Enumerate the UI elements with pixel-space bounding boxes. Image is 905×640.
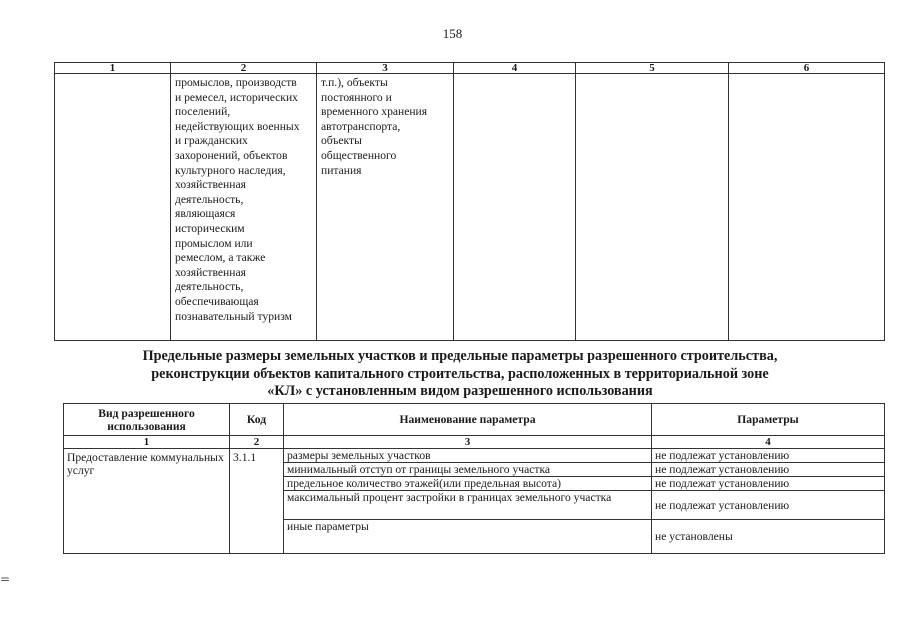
cell-col3: т.п.), объекты постоянного и временного хранения автотранспорта, объекты общественного питания (317, 74, 454, 341)
title-line: «КЛ» с установленным видом разрешенного использования (267, 383, 653, 399)
use-type-cell: Предоставление коммунальных услуг (64, 449, 230, 554)
column-number: 2 (171, 63, 317, 74)
cell-col4 (454, 74, 576, 341)
header-params: Параметры (652, 404, 885, 436)
cell-col5 (576, 74, 729, 341)
header-code: Код (230, 404, 284, 436)
param-value-cell: не подлежат установлению (652, 449, 885, 463)
param-name-cell: минимальный отступ от границы земельного участка (284, 463, 652, 477)
param-value-cell: не подлежат установлению (652, 491, 885, 520)
column-number-row (55, 63, 885, 74)
param-value-cell: не подлежат установлению (652, 463, 885, 477)
column-number: 4 (652, 436, 885, 449)
column-number: 2 (230, 436, 284, 449)
column-number: 3 (284, 436, 652, 449)
param-name-cell: предельное количество этажей(или предельная высота) (284, 477, 652, 491)
header-use-type: Вид разрешенного использования (64, 404, 230, 436)
page-number: 158 (442, 26, 463, 41)
continued-zoning-table (54, 62, 885, 341)
margin-mark: = (0, 572, 11, 586)
param-name-cell: максимальный процент застройки в границах земельного участка (284, 491, 652, 520)
column-number: 3 (317, 63, 454, 74)
cell-col2: промыслов, производств и ремесел, исторических поселений, недействующих военных и гражданских захоронений, объектов культурного наследия, хозяйственная деятельность, являющаяся историческим промыслом или ремеслом, а также хозяйственная деятельность, обеспечивающая познавательный туризм (171, 74, 317, 341)
column-number: 5 (576, 63, 729, 74)
param-name-cell: иные параметры (284, 520, 652, 554)
column-number-row (64, 436, 885, 449)
column-number: 1 (64, 436, 230, 449)
column-number: 1 (55, 63, 171, 74)
code-cell: 3.1.1 (230, 449, 284, 554)
parameters-table (63, 403, 885, 554)
section-title (60, 348, 860, 401)
param-name-cell: размеры земельных участков (284, 449, 652, 463)
title-line: Предельные размеры земельных участков и предельные параметры разрешенного строительства, (142, 348, 778, 364)
header-row (64, 404, 885, 436)
title-line: реконструкции объектов капитального строительства, расположенных в территориальной зоне (151, 365, 769, 382)
param-value-cell: не установлены (652, 520, 885, 554)
table-row (55, 74, 885, 341)
cell-col1 (55, 74, 171, 341)
cell-col6 (729, 74, 885, 341)
param-value-cell: не подлежат установлению (652, 477, 885, 491)
column-number: 4 (454, 63, 576, 74)
column-number: 6 (729, 63, 885, 74)
table-row (64, 449, 885, 463)
header-param-name: Наименование параметра (284, 404, 652, 436)
